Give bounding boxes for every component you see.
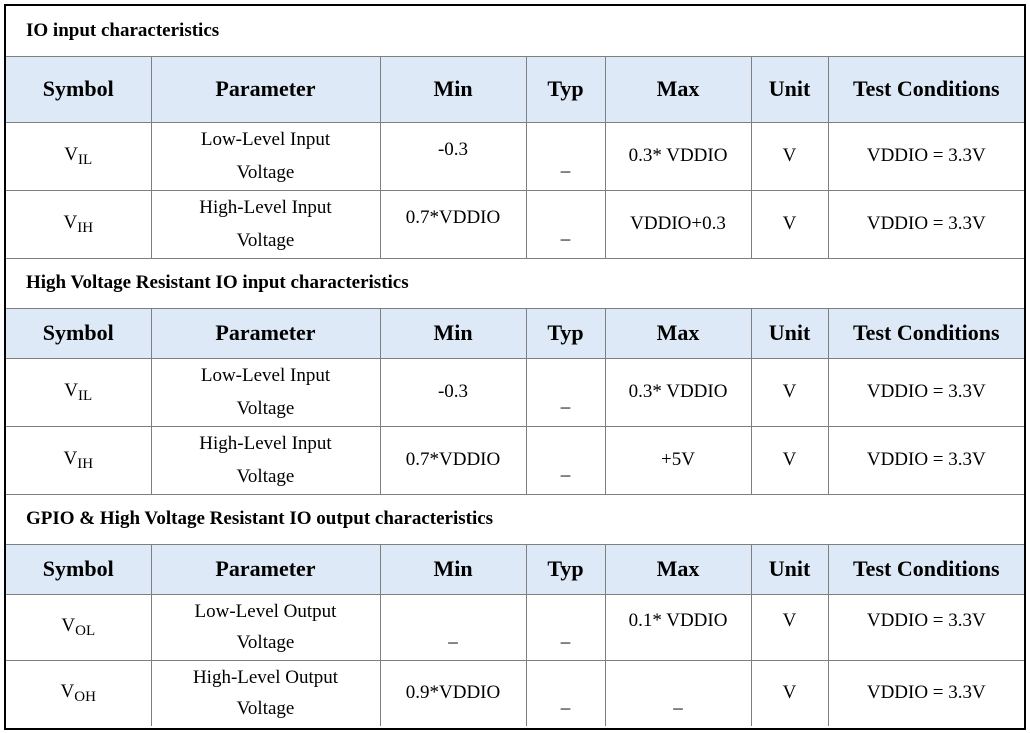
header-max: Max	[605, 308, 751, 358]
max-cell: +5V	[605, 426, 751, 494]
unit-value: V	[782, 610, 797, 631]
typ-cell	[526, 122, 605, 190]
section-title-row	[6, 258, 1024, 308]
table-row	[6, 358, 1024, 426]
header-unit: Unit	[751, 544, 828, 594]
header-min: Min	[380, 544, 526, 594]
symbol-cell	[6, 358, 151, 426]
section-title-row	[6, 494, 1024, 544]
parameter-cell	[151, 358, 380, 426]
symbol-main: V	[63, 447, 78, 469]
table-row	[6, 190, 1024, 258]
typ-value: _	[560, 154, 571, 175]
test-conditions-cell: VDDIO = 3.3V	[828, 660, 1024, 726]
header-min: Min	[380, 56, 526, 122]
unit-cell: V	[751, 660, 828, 726]
header-row	[6, 544, 1024, 594]
header-test-conditions: Test Conditions	[828, 308, 1024, 358]
unit-cell: V	[751, 122, 828, 190]
symbol-cell	[6, 122, 151, 190]
max-cell	[605, 660, 751, 726]
parameter-cell	[151, 426, 380, 494]
symbol-subscript: IL	[78, 151, 93, 168]
min-cell: 0.7*VDDIO	[380, 426, 526, 494]
typ-cell	[526, 190, 605, 258]
symbol-subscript: IH	[77, 219, 94, 236]
parameter-line-1: High-Level Input	[199, 433, 332, 454]
header-typ: Typ	[526, 56, 605, 122]
section-title-row	[6, 6, 1024, 56]
unit-cell: V	[751, 190, 828, 258]
max-cell: 0.3* VDDIO	[605, 358, 751, 426]
header-symbol: Symbol	[6, 544, 151, 594]
symbol-cell	[6, 660, 151, 726]
min-value: 0.7*VDDIO	[405, 207, 501, 228]
header-unit: Unit	[751, 56, 828, 122]
symbol-cell	[6, 594, 151, 660]
min-cell: 0.9*VDDIO	[380, 660, 526, 726]
header-typ: Typ	[526, 544, 605, 594]
header-symbol: Symbol	[6, 308, 151, 358]
unit-cell: V	[751, 426, 828, 494]
parameter-line-1: High-Level Input	[199, 197, 332, 218]
test-conditions-cell: VDDIO = 3.3V	[828, 190, 1024, 258]
symbol-subscript: IL	[78, 387, 93, 404]
section-title: IO input characteristics	[6, 6, 1024, 56]
typ-value: _	[560, 222, 571, 243]
parameter-cell	[151, 594, 380, 660]
typ-cell	[526, 660, 605, 726]
min-cell	[380, 122, 526, 190]
test-conditions-cell: VDDIO = 3.3V	[828, 358, 1024, 426]
symbol-main: V	[63, 211, 78, 233]
max-cell: 0.3* VDDIO	[605, 122, 751, 190]
parameter-line-1: High-Level Output	[192, 667, 339, 689]
typ-value: _	[560, 390, 571, 411]
unit-cell	[751, 594, 828, 660]
symbol-subscript: OL	[75, 622, 96, 639]
typ-cell	[526, 358, 605, 426]
symbol-cell	[6, 190, 151, 258]
parameter-cell	[151, 190, 380, 258]
table-row	[6, 660, 1024, 726]
parameter-line-1: Low-Level Input	[200, 365, 331, 386]
parameter-line-2: Voltage	[236, 698, 295, 720]
parameter-line-2: Voltage	[236, 466, 295, 487]
parameter-line-2: Voltage	[236, 398, 295, 419]
header-symbol: Symbol	[6, 56, 151, 122]
header-row	[6, 56, 1024, 122]
parameter-cell	[151, 660, 380, 726]
parameter-line-1: Low-Level Output	[194, 601, 337, 622]
symbol-subscript: OH	[74, 688, 96, 705]
parameter-line-2: Voltage	[236, 230, 295, 251]
test-conditions-cell	[828, 594, 1024, 660]
header-max: Max	[605, 544, 751, 594]
table-row	[6, 122, 1024, 190]
header-unit: Unit	[751, 308, 828, 358]
test-conditions-cell: VDDIO = 3.3V	[828, 426, 1024, 494]
min-value: _	[448, 625, 458, 646]
table-row	[6, 594, 1024, 660]
typ-value: _	[560, 458, 571, 479]
unit-cell: V	[751, 358, 828, 426]
header-max: Max	[605, 56, 751, 122]
typ-cell	[526, 426, 605, 494]
symbol-cell	[6, 426, 151, 494]
header-test-conditions: Test Conditions	[828, 544, 1024, 594]
max-cell: VDDIO+0.3	[605, 190, 751, 258]
header-test-conditions: Test Conditions	[828, 56, 1024, 122]
max-cell	[605, 594, 751, 660]
header-parameter: Parameter	[151, 544, 380, 594]
symbol-main: V	[61, 614, 76, 636]
characteristics-table	[6, 6, 1024, 726]
header-row	[6, 308, 1024, 358]
symbol-main: V	[60, 680, 75, 702]
min-cell: -0.3	[380, 358, 526, 426]
symbol-main: V	[64, 379, 79, 401]
min-cell	[380, 190, 526, 258]
header-min: Min	[380, 308, 526, 358]
max-value: _	[673, 691, 683, 713]
parameter-line-2: Voltage	[236, 632, 295, 653]
typ-cell	[526, 594, 605, 660]
typ-value: _	[560, 625, 571, 646]
header-typ: Typ	[526, 308, 605, 358]
parameter-line-1: Low-Level Input	[200, 129, 331, 150]
header-parameter: Parameter	[151, 308, 380, 358]
table-row	[6, 426, 1024, 494]
test-conditions-cell: VDDIO = 3.3V	[828, 122, 1024, 190]
min-value: -0.3	[437, 139, 469, 160]
header-parameter: Parameter	[151, 56, 380, 122]
typ-value: _	[560, 691, 571, 713]
min-cell	[380, 594, 526, 660]
characteristics-table-frame	[4, 4, 1026, 730]
symbol-subscript: IH	[77, 455, 94, 472]
parameter-cell	[151, 122, 380, 190]
max-value: 0.1* VDDIO	[628, 610, 728, 631]
section-title: GPIO & High Voltage Resistant IO output characteristics	[6, 494, 1024, 544]
parameter-line-2: Voltage	[236, 162, 295, 183]
test-conditions-value: VDDIO = 3.3V	[866, 610, 986, 631]
section-title: High Voltage Resistant IO input characteristics	[6, 258, 1024, 308]
symbol-main: V	[64, 143, 79, 165]
